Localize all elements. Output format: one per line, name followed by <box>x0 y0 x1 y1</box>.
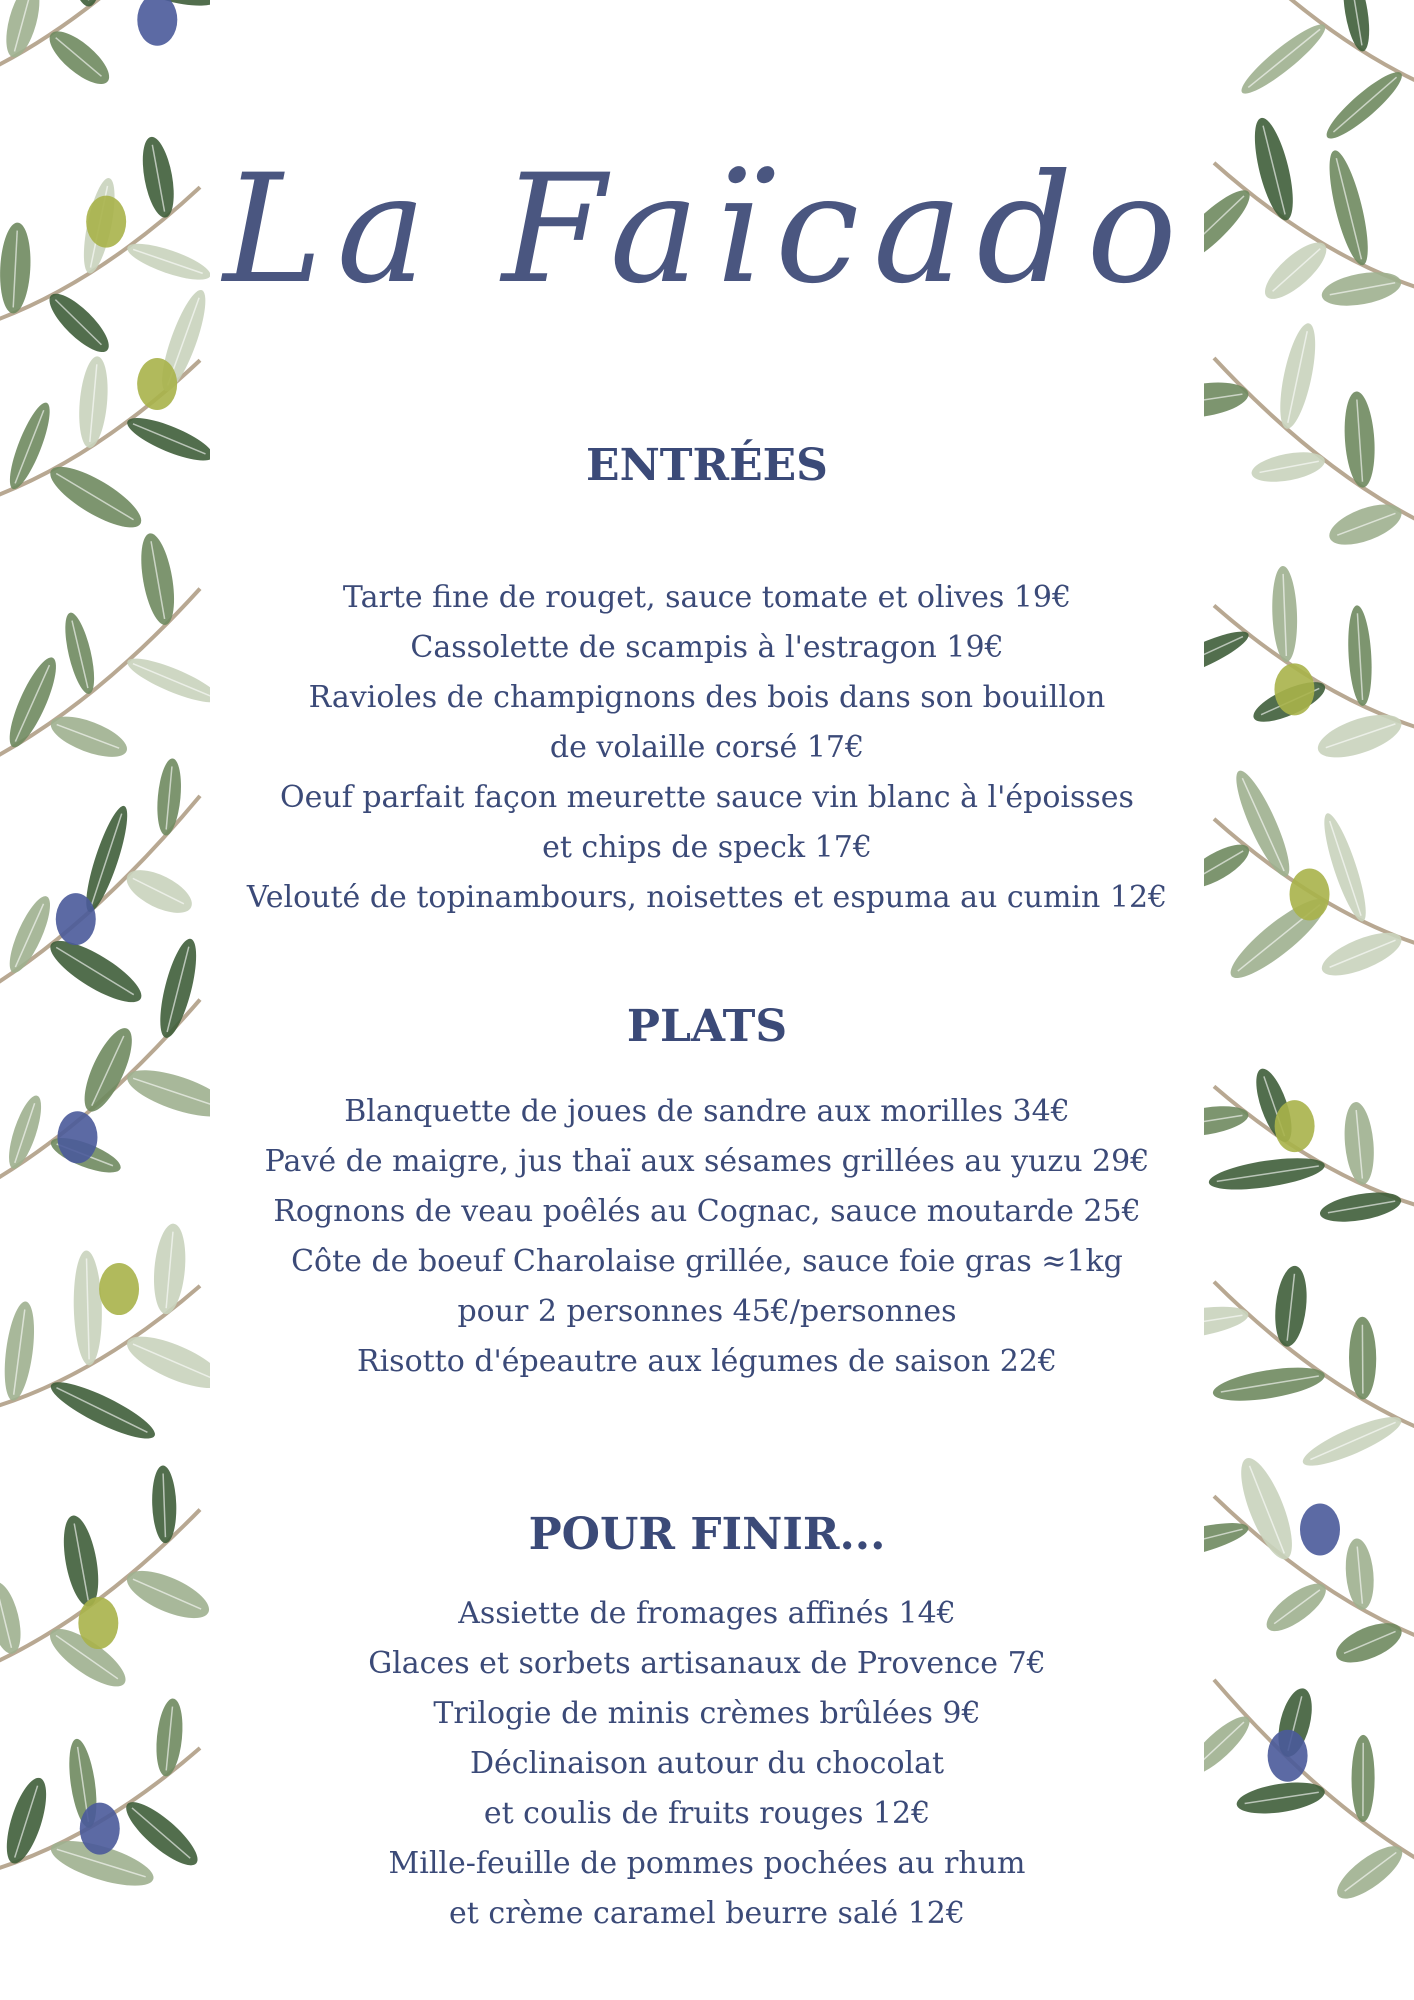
olive-branch-icon <box>1204 0 1414 146</box>
olive <box>1268 1730 1308 1782</box>
menu-line: et chips de speck 17€ <box>542 830 872 865</box>
menu-line: Côte de boeuf Charolaise grillée, sauce foie gras ≈1kg <box>291 1244 1123 1279</box>
menu-line: Glaces et sorbets artisanaux de Provence 7€ <box>368 1646 1046 1681</box>
leaf <box>1204 377 1251 423</box>
olive-branch-icon <box>0 531 210 765</box>
menu-line: Risotto d'épeautre aux légumes de saison 22€ <box>356 1344 1058 1379</box>
desserts-list <box>205 1589 1209 1939</box>
leaf <box>0 0 46 61</box>
olive <box>86 196 126 248</box>
olive-branch-icon <box>0 1697 206 1895</box>
olive <box>1300 1503 1340 1555</box>
menu-line: Velouté de topinambours, noisettes et espuma au cumin 12€ <box>246 880 1168 915</box>
section-heading-pour-finir: POUR FINIR... <box>528 1509 886 1560</box>
olive-branch-icon <box>0 0 210 93</box>
olive-branch-icon <box>1204 114 1414 311</box>
menu-line: pour 2 personnes 45€/personnes <box>457 1294 957 1329</box>
olive-branch-icon <box>0 1222 210 1448</box>
olive <box>56 893 96 945</box>
menu-content <box>205 0 1209 2000</box>
branch-stem <box>1214 606 1414 730</box>
menu-line: Oeuf parfait façon meurette sauce vin blanc à l'époisses <box>280 780 1134 815</box>
olive-branch-icon <box>1204 1264 1414 1474</box>
olive-branch-icon <box>1204 1065 1414 1227</box>
olive <box>137 358 177 410</box>
plats-list <box>205 1087 1209 1387</box>
olive <box>80 1803 120 1855</box>
olive-branch-icon <box>1204 565 1414 766</box>
leaf <box>1204 624 1253 688</box>
menu-line: Rognons de veau poêlés au Cognac, sauce moutarde 25€ <box>273 1194 1141 1229</box>
section-heading-entrees: ENTRÉES <box>586 440 828 491</box>
olive <box>1275 1100 1315 1152</box>
leaf <box>123 410 210 469</box>
menu-line: Mille-feuille de pommes pochées au rhum <box>388 1846 1026 1881</box>
olive <box>1290 868 1330 920</box>
restaurant-name: La Faïcado <box>223 143 1191 317</box>
menu-line: Ravioles de champignons des bois dans son bouillon <box>308 680 1106 715</box>
olive-branch-icon <box>0 286 210 538</box>
leaf-vein <box>1248 29 1320 87</box>
menu-line: Tarte fine de rouget, sauce tomate et olives 19€ <box>342 580 1072 615</box>
leaf-vein <box>56 1388 147 1433</box>
menu-line: Pavé de maigre, jus thaï aux sésames grillées au yuzu 29€ <box>264 1144 1150 1179</box>
olive <box>78 1597 118 1649</box>
olive <box>99 1263 139 1315</box>
olive-branch-icon <box>0 1465 210 1696</box>
olive-branch-decoration-left <box>0 0 210 2000</box>
branch-stem <box>1214 1680 1414 1863</box>
olive-branch-icon <box>1204 1452 1414 1670</box>
menu-line: Trilogie de minis crèmes brûlées 9€ <box>433 1696 981 1731</box>
menu-line: Déclinaison autour du chocolat <box>469 1746 945 1781</box>
olive-branch-icon <box>1204 1680 1414 1908</box>
olive-branch-icon <box>1204 321 1414 553</box>
menu-line: de volaille corsé 17€ <box>549 730 865 765</box>
branch-stem <box>1214 1282 1414 1431</box>
menu-line: et coulis de fruits rouges 12€ <box>483 1796 931 1831</box>
leaf-vein <box>1333 77 1396 132</box>
olive <box>1274 663 1314 715</box>
menu-line: Cassolette de scampis à l'estragon 19€ <box>410 630 1004 665</box>
olive-branch-icon <box>1204 766 1414 989</box>
olive <box>137 0 177 46</box>
leaf <box>1204 1101 1250 1141</box>
leaf <box>123 651 210 711</box>
leaf <box>1204 1709 1257 1783</box>
section-heading-plats: PLATS <box>626 1001 788 1052</box>
olive <box>57 1111 97 1163</box>
entrees-list <box>205 573 1209 923</box>
branch-stem <box>1214 358 1414 523</box>
menu-line: Blanquette de joues de sandre aux morilles 34€ <box>344 1094 1070 1129</box>
menu-line: Assiette de fromages affinés 14€ <box>458 1596 956 1631</box>
olive-branch-decoration-right <box>1204 0 1414 2000</box>
menu-line: et crème caramel beurre salé 12€ <box>449 1896 965 1931</box>
